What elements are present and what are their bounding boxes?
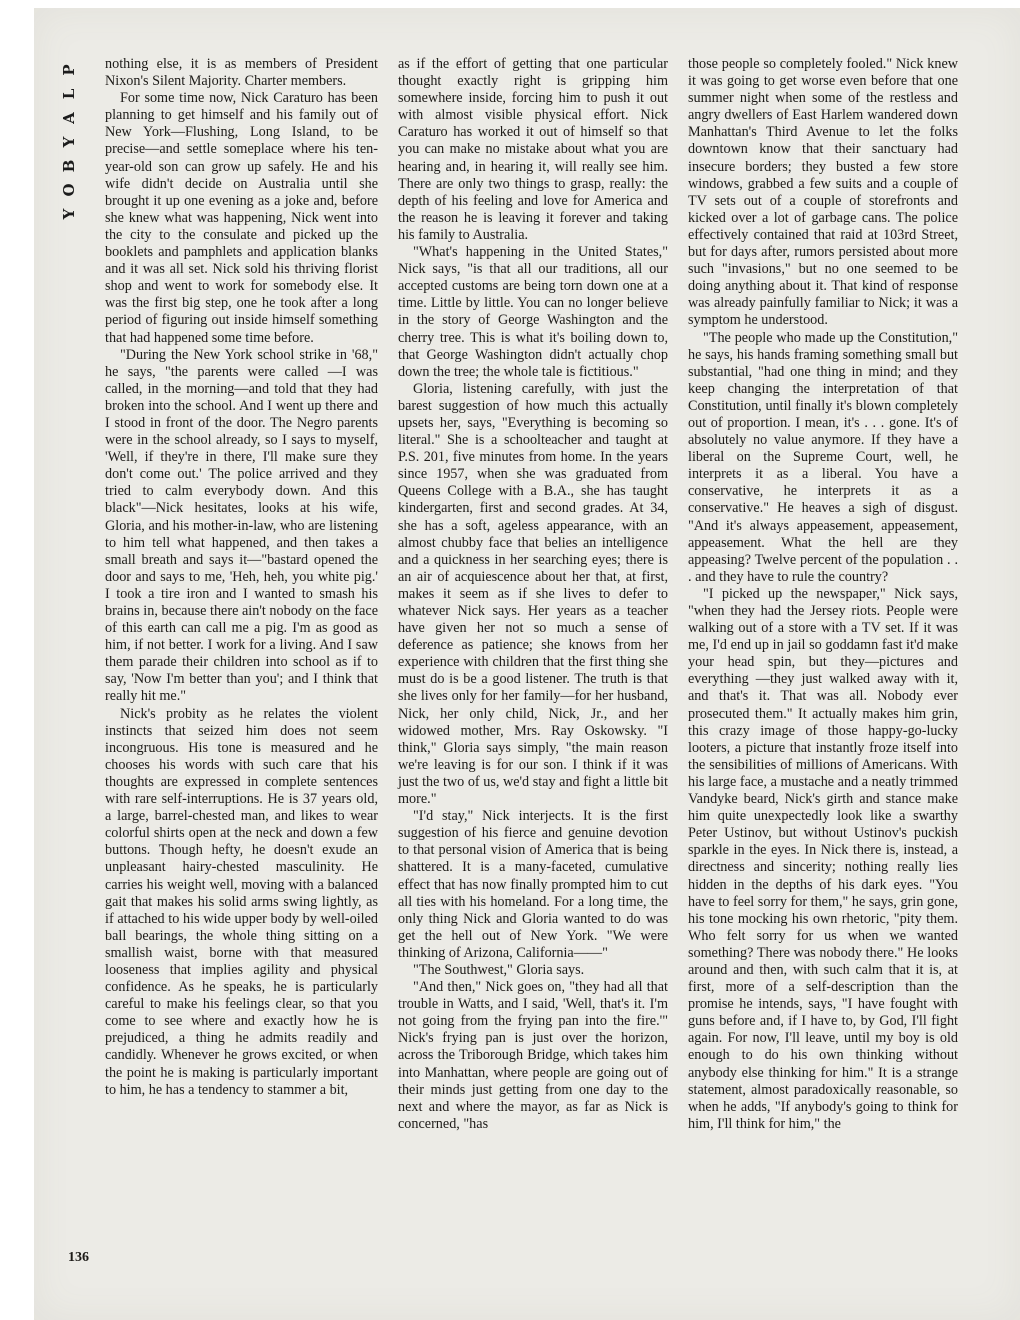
paragraph: "I'd stay," Nick interjects. It is the first suggestion of his fierce and genuine devotion to that personal vision of America that is being shattered. It is a many-faceted, cumulative effect that has now finally prompted him to cut all ties with his homeland. For a long time, the only thing Nick and Gloria wanted to do was get the hell out of New York. "We were thinking of Arizona, California——"	[398, 808, 668, 961]
paragraph: "What's happening in the United States," Nick says, "is that all our traditions, all our accepted customs are being torn down one at a time. Little by little. You can no longer believe in the story of George Washington and the cherry tree. This is what it's boiling down to, that George Washington didn't actually chop down the tree; the whole tale is fictitious."	[398, 244, 668, 380]
masthead-letter: B	[60, 159, 78, 173]
paragraph: Nick's probity as he relates the violent instincts that seized him does not seem incongruous. His tone is measured and he chooses his words with such care that his thoughts are expressed in complete sentences with rare self-interruptions. He is 37 years old, a large, barrel-chested man, and likes to wear colorful shirts open at the neck and down a few buttons. Though hefty, he doesn't exude an unpleasant hairy-chested masculinity. He carries his weight well, moving with a balanced gait that makes his solid arms swing lightly, as if attached to his wide upper body by well-oiled ball bearings, the whole thing sitting on a smallish waist, borne with that measured looseness that implies agility and physical confidence. As he speaks, he is particularly careful to make his feelings clear, so that you come to see where and exactly how he is prejudiced, a thing he admits readily and candidly. Whenever he grows excited, or when the point he is making is particularly important to him, he has a tendency to stammer a bit,	[105, 705, 378, 1098]
masthead-letter: P	[60, 64, 78, 76]
paragraph: nothing else, it is as members of President Nixon's Silent Majority. Charter members.	[105, 56, 378, 90]
masthead-letter: O	[60, 183, 78, 197]
masthead-letter: A	[60, 112, 78, 124]
paragraph: "The Southwest," Gloria says.	[413, 961, 585, 978]
paragraph: "And then," Nick goes on, "they had all that trouble in Watts, and I said, 'Well, that's it. I'm not going from the frying pan into the fire.'" Nick's frying pan is just over the horizon, across the Triborough Bridge, which takes him into Manhattan, where people are going out of their minds just getting from one day to the next and where the mayor, as far as Nick is concerned, "has	[398, 979, 668, 1132]
magazine-masthead	[58, 58, 84, 226]
paragraph: "During the New York school strike in '68," he says, "the parents were called —I was called, in the morning—and told that they had broken into the school. And I went up there and I stood in front of the door. The Negro parents were in the school already, so I says to myself, 'Well, if they're in there, I'll make sure they don't come out.' The police arrived and they tried to calm everybody down. And this black"—Nick hesitates, looks at his wife, Gloria, and his mother-in-law, who are listening to him tell what happened, and then takes a small breath and says it—"bastard opened the door and says to me, 'Heh, heh, you white pig.' I took a tire iron and I wanted to smash his brains in, because there ain't nobody on the face of this earth can call me a pig. I'm as good as him, if not better. I work for a living. And I saw them parade their children into school as if to say, 'Now I'm better than you'; and I think that really hit me."	[105, 346, 378, 705]
text-column-1	[105, 56, 378, 1099]
page-number: 136	[68, 1250, 89, 1265]
paragraph: "I picked up the newspaper," Nick says, "when they had the Jersey riots. People were walking out of a store with a TV set. If it was me, I'd end up in jail so goddamn fast it'd make your head spin, but they—pictures and everything —they just walked away with it, and that's it. That was all. Nobody ever prosecuted them." It actually makes him grin, this crazy image of those happy-go-lucky looters, a picture that instantly froze itself into the sensibilities of millions of Americans. With his large face, a mustache and a neatly trimmed Vandyke beard, Nick's girth and stance make him quite unexpectedly look like a swarthy Peter Ustinov, but without Ustinov's puckish sparkle in the eyes. In Nick there is, instead, a directness and sincerity; nothing really lies hidden in the depths of his dark eyes. "You have to feel sorry for them," he says, grin gone, his tone mocking his own rhetoric, "pity them. Who felt sorry for us when we wanted something? There was nobody there." He looks around and then, with such calm that it is, at first, more of a self-description than the promise he intends, says, "I have fought with guns before and, if I have to, by God, I'll fight again. For now, I'll leave, until my boy is old enough to do his own thinking without anybody else thinking for him." It is a strange statement, almost paradoxically reasonable, so when he adds, "If anybody's going to think for him, I'll think for him," the	[688, 585, 958, 1132]
masthead-letter: Y	[60, 136, 78, 148]
paragraph: For some time now, Nick Caraturo has been planning to get himself and his family out of New York—Flushing, Long Island, to be precise—and settle someplace where his ten-year-old son can grow up safely. He and his wife didn't decide on Australia until she brought it up one evening as a joke and, before she knew what was happening, Nick went into the city to the consulate and picked up the booklets and pamphlets and application blanks and it was all set. Nick sold his thriving florist shop and went to work for somebody else. It was the first big step, one he took after a long period of figuring out inside himself something that had happened some time before.	[105, 90, 378, 346]
paragraph: those people so completely fooled." Nick knew it was going to get worse even before that one summer night when some of the restless and angry dwellers of East Harlem wandered down Manhattan's Third Avenue to let the folks downtown know that their sanctuary had insecure borders; they busted a few store windows, grabbed a few suits and a couple of TV sets out of a couple of storefronts and kicked over a lot of garbage cans. The police effectively contained that raid at 103rd Street, but for days after, rumors persisted about more such "invasions," but no one seemed to be doing anything about it. That kind of response was already painfully familiar to Nick; it was a symptom he understood.	[688, 56, 958, 329]
masthead-letter: L	[60, 88, 78, 100]
paragraph: as if the effort of getting that one particular thought exactly right is gripping him somewhere inside, forcing him to push it out with almost visible physical effort. Nick Caraturo has worked it out of himself so that you can make no mistake about what you are hearing and, in hearing it, will really see him. There are only two things to grasp, really: the depth of his feeling and love for America and the reason he is leaving it forever and taking his family to Australia.	[398, 56, 668, 243]
text-column-3	[688, 56, 958, 1133]
paragraph: Gloria, listening carefully, with just the barest suggestion of how much this actually upsets her, says, "Everything is becoming so literal." She is a schoolteacher and taught at P.S. 201, five minutes from home. In the years since 1957, when she was graduated from Queens College with a B.A., she has taught kindergarten, first and second grades. At 34, she has a soft, ageless appearance, with an almost chubby face that belies an intelligence and a quickness in her searching eyes; there is an air of acquiescence about her that, at first, makes it seem as if she lives to defer to whatever Nick says. Her years as a teacher have given her not so much a sense of deference as patience; she knows from her experience with children that the first thing she must do is be a good listener. The truth is that she lives only for her family—for her husband, Nick, her only child, Nick, Jr., and her widowed mother, Mrs. Ray Oskowsky. "I think," Gloria says simply, "the main reason we're leaving is for our son. I think if it was just the two of us, we'd stay and fight a little bit more."	[398, 380, 668, 808]
masthead-letter: Y	[60, 208, 78, 220]
text-column-2	[398, 56, 668, 1133]
paragraph: "The people who made up the Constitution," he says, his hands framing something small but substantial, "had one thing in mind; and they keep changing the interpretation of that Constitution, until finally it's blown completely out of proportion. I mean, it's . . . gone. It's of absolutely no value anymore. If they have a liberal on the Supreme Court, well, he interprets it as a liberal. You have a conservative, he interprets it as a conservative." He heaves a sigh of disgust. "And it's always appeasement, appeasement, appeasement. What the hell are they appeasing? Twelve percent of the population . . . and they have to rule the country?	[688, 329, 958, 585]
